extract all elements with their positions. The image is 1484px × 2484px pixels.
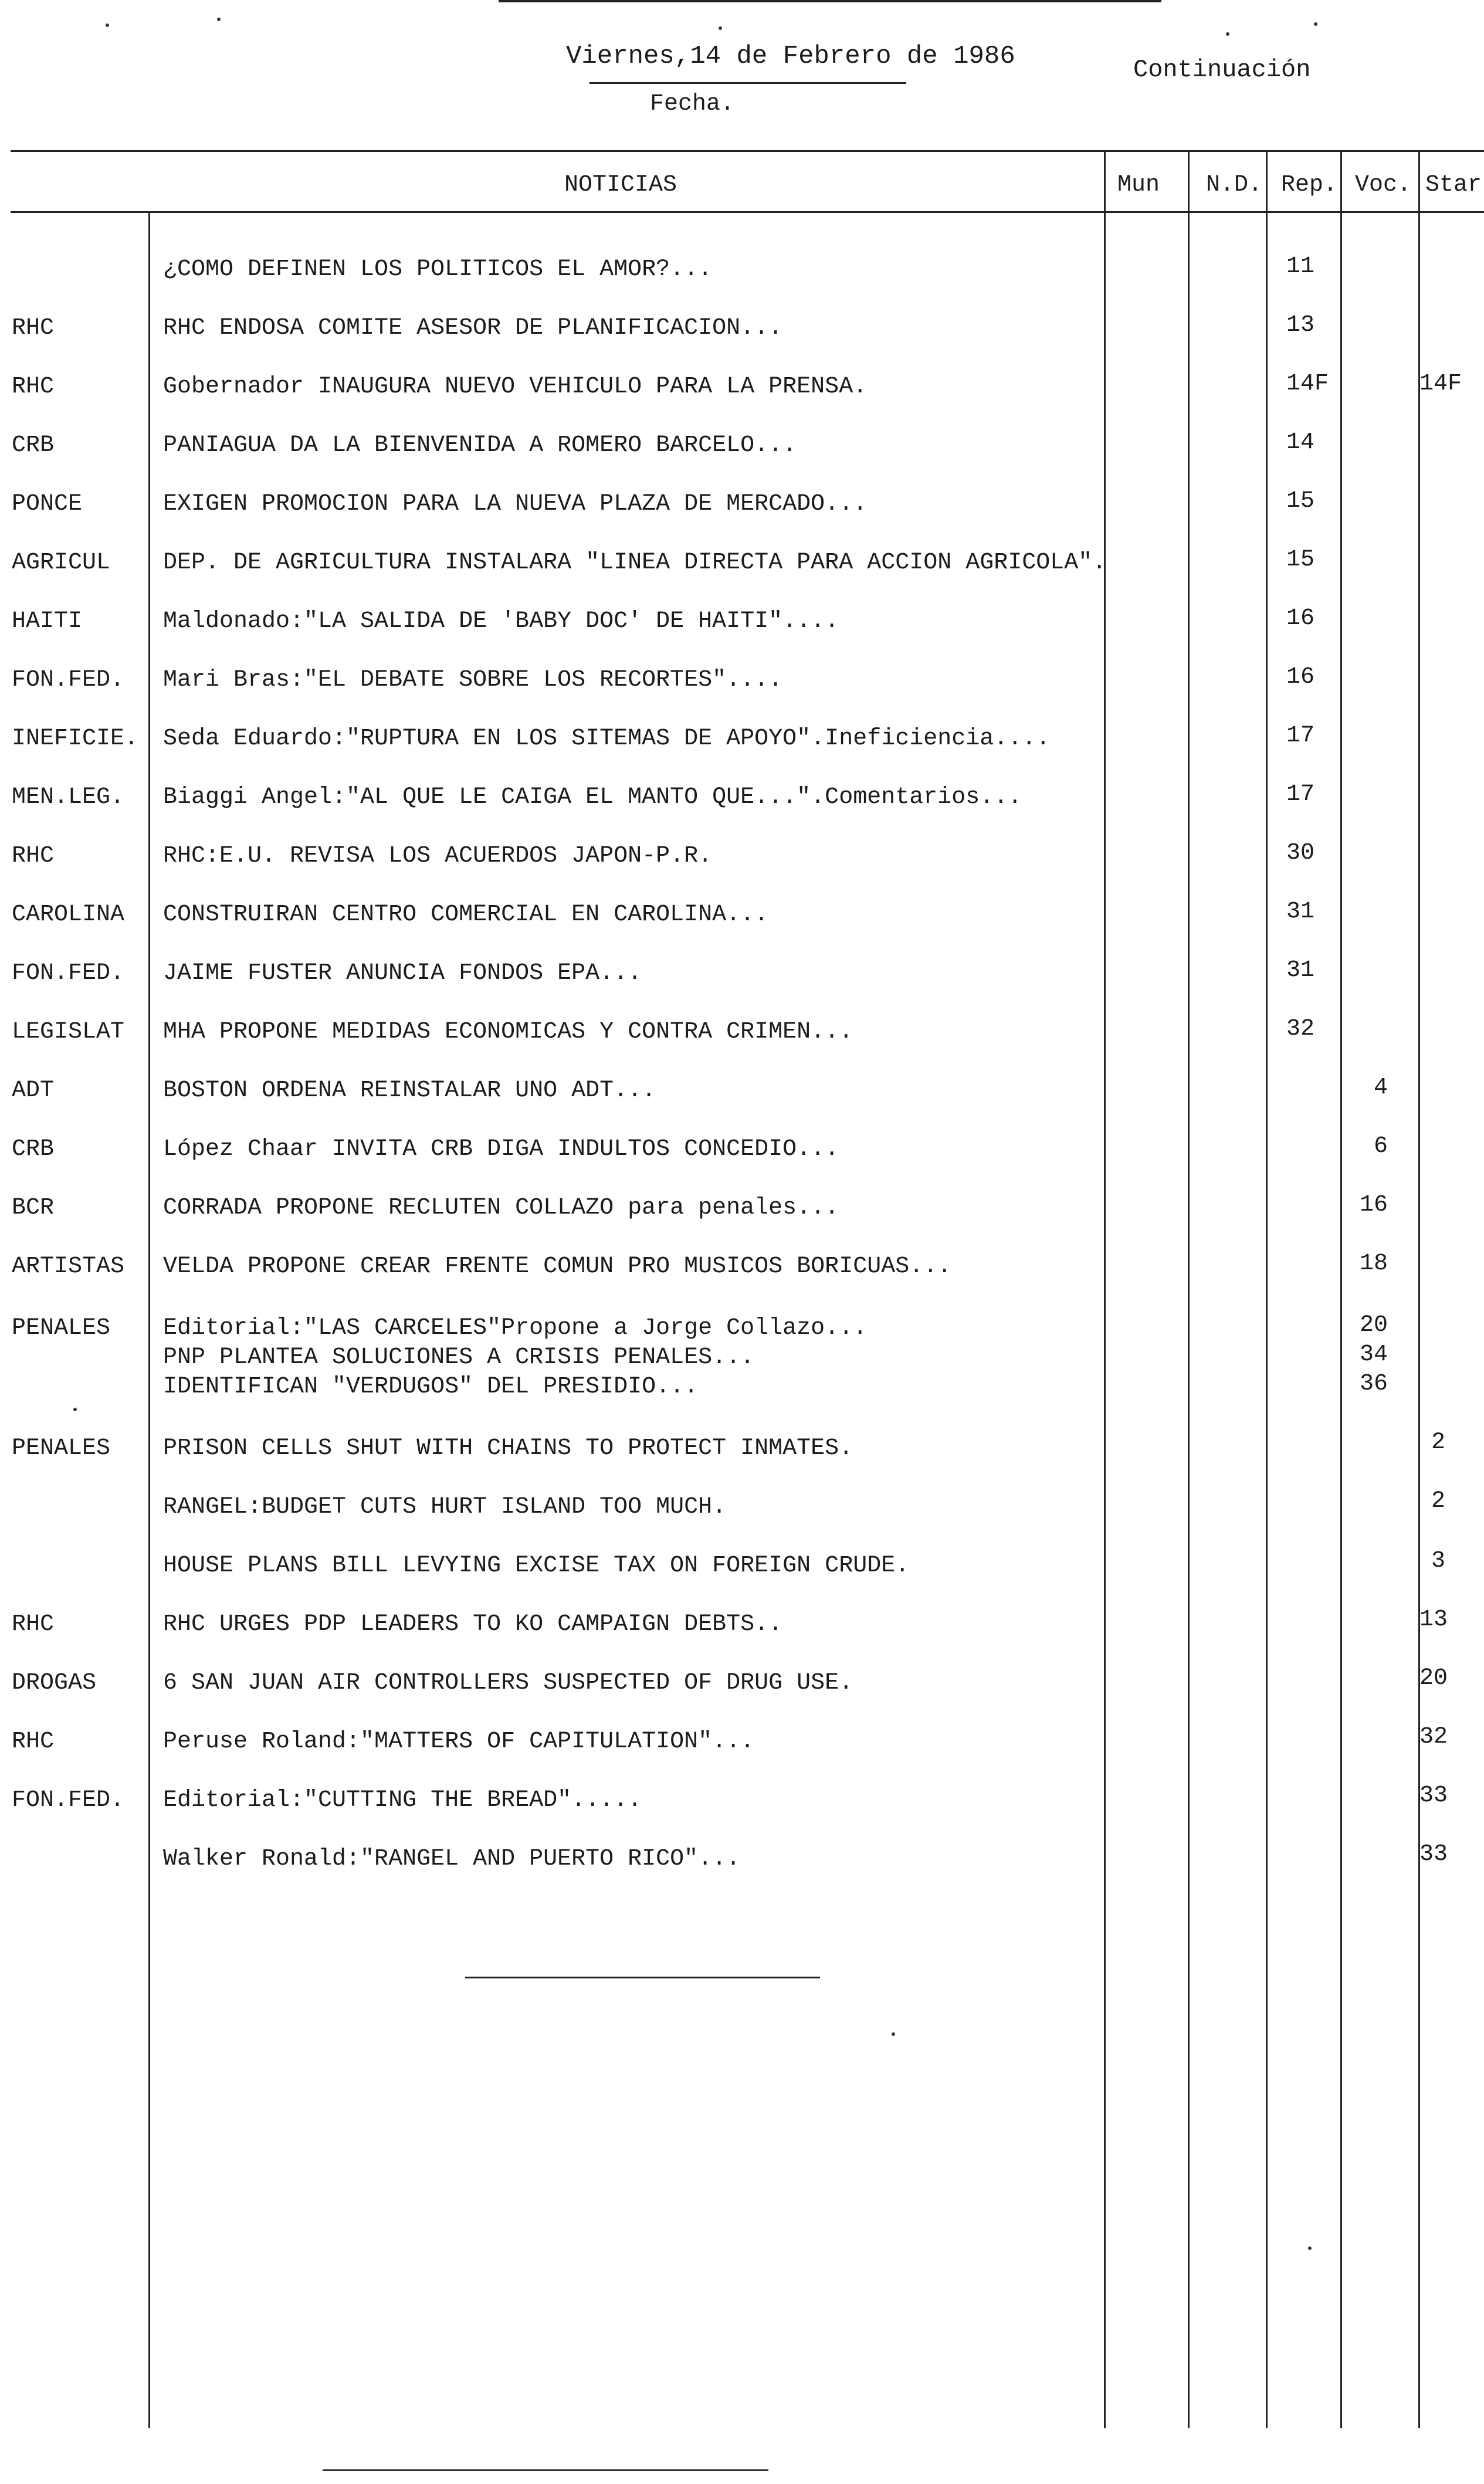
row-rep-page: 32	[1286, 1016, 1315, 1042]
row-section: CAROLINA	[12, 902, 125, 928]
row-section: CRB	[12, 1136, 55, 1163]
row-headline: IDENTIFICAN "VERDUGOS" DEL PRESIDIO...	[163, 1374, 699, 1400]
row-rep-page: 15	[1286, 547, 1315, 573]
row-star-page: 2	[1431, 1488, 1446, 1514]
row-rep-page: 16	[1286, 605, 1315, 632]
row-headline: ¿COMO DEFINEN LOS POLITICOS EL AMOR?...	[163, 256, 713, 283]
row-headline: Editorial:"CUTTING THE BREAD".....	[163, 1787, 642, 1814]
row-rep-page: 17	[1286, 781, 1315, 808]
row-section: PENALES	[12, 1315, 111, 1341]
scan-speck	[892, 2032, 895, 2036]
row-headline: Editorial:"LAS CARCELES"Propone a Jorge Collazo...	[163, 1315, 868, 1341]
mun-column-divider	[1104, 150, 1106, 2428]
row-headline: Seda Eduardo:"RUPTURA EN LOS SITEMAS DE APOYO".Ineficiencia....	[163, 726, 1051, 752]
scan-speck	[73, 1408, 77, 1411]
scan-speck	[1308, 2246, 1312, 2250]
row-section: PENALES	[12, 1435, 111, 1462]
scan-speck	[106, 23, 109, 27]
end-of-list-rule	[465, 1977, 820, 1978]
scan-speck	[1226, 32, 1229, 36]
date-caption: Fecha.	[650, 91, 735, 117]
voc-column-divider	[1340, 150, 1342, 2428]
table-header-rule	[11, 211, 1484, 213]
row-section: BCR	[12, 1195, 55, 1221]
row-headline: 6 SAN JUAN AIR CONTROLLERS SUSPECTED OF DRUG USE.	[163, 1670, 853, 1696]
row-section: RHC	[12, 1729, 55, 1755]
row-headline: PNP PLANTEA SOLUCIONES A CRISIS PENALES...	[163, 1344, 755, 1371]
row-section: FON.FED.	[12, 1787, 125, 1814]
row-voc-page: 36	[1360, 1371, 1388, 1397]
column-header-nd: N.D.	[1206, 172, 1263, 198]
row-section: RHC	[12, 315, 55, 341]
row-star-page: 33	[1419, 1841, 1448, 1868]
row-star-page: 33	[1419, 1782, 1448, 1809]
row-section: MEN.LEG.	[12, 784, 125, 811]
row-headline: RHC URGES PDP LEADERS TO KO CAMPAIGN DEBTS..	[163, 1611, 783, 1638]
row-star-page: 14F	[1419, 371, 1462, 397]
row-voc-page: 4	[1374, 1075, 1388, 1101]
row-headline: EXIGEN PROMOCION PARA LA NUEVA PLAZA DE MERCADO...	[163, 491, 868, 517]
row-headline: JAIME FUSTER ANUNCIA FONDOS EPA...	[163, 960, 642, 987]
continuation-label: Continuación	[1133, 56, 1311, 84]
row-rep-page: 14F	[1286, 371, 1329, 397]
scan-speck	[217, 18, 221, 21]
row-section: ADT	[12, 1077, 55, 1104]
row-headline: Walker Ronald:"RANGEL AND PUERTO RICO"...	[163, 1846, 741, 1872]
row-section: LEGISLAT	[12, 1019, 125, 1045]
row-headline: PRISON CELLS SHUT WITH CHAINS TO PROTECT INMATES.	[163, 1435, 853, 1462]
row-rep-page: 14	[1286, 429, 1315, 456]
column-header-star: Star	[1425, 172, 1482, 198]
row-star-page: 20	[1419, 1665, 1448, 1692]
row-headline: MHA PROPONE MEDIDAS ECONOMICAS Y CONTRA CRIMEN...	[163, 1019, 853, 1045]
row-voc-page: 20	[1360, 1312, 1388, 1338]
row-section: RHC	[12, 374, 55, 400]
row-headline: RHC:E.U. REVISA LOS ACUERDOS JAPON-P.R.	[163, 843, 713, 869]
row-headline: CONSTRUIRAN CENTRO COMERCIAL EN CAROLINA...	[163, 902, 769, 928]
table-top-rule	[11, 150, 1484, 152]
row-voc-page: 18	[1360, 1251, 1388, 1277]
row-headline: DEP. DE AGRICULTURA INSTALARA "LINEA DIRECTA PARA ACCION AGRICOLA".	[163, 550, 1107, 576]
rep-column-divider	[1266, 150, 1268, 2428]
row-headline: HOUSE PLANS BILL LEVYING EXCISE TAX ON FOREIGN CRUDE.	[163, 1553, 910, 1579]
row-voc-page: 6	[1374, 1133, 1388, 1160]
row-rep-page: 31	[1286, 899, 1315, 925]
row-star-page: 2	[1431, 1429, 1446, 1456]
row-rep-page: 16	[1286, 664, 1315, 690]
row-headline: RANGEL:BUDGET CUTS HURT ISLAND TOO MUCH.	[163, 1494, 727, 1520]
nd-column-divider	[1188, 150, 1190, 2428]
row-headline: CORRADA PROPONE RECLUTEN COLLAZO para penales...	[163, 1195, 839, 1221]
bottom-edge-line	[323, 2469, 768, 2471]
row-rep-page: 17	[1286, 723, 1315, 749]
row-headline: Peruse Roland:"MATTERS OF CAPITULATION"...	[163, 1729, 755, 1755]
top-edge-line	[499, 0, 1161, 2]
row-headline: López Chaar INVITA CRB DIGA INDULTOS CONCEDIO...	[163, 1136, 839, 1163]
row-rep-page: 31	[1286, 957, 1315, 984]
section-column-divider	[148, 211, 150, 2428]
row-star-page: 13	[1419, 1607, 1448, 1633]
row-section: ARTISTAS	[12, 1253, 125, 1280]
scan-speck	[1314, 22, 1317, 26]
row-section: FON.FED.	[12, 960, 125, 987]
date-value: Viernes,14 de Febrero de 1986	[566, 42, 1015, 71]
row-headline: BOSTON ORDENA REINSTALAR UNO ADT...	[163, 1077, 656, 1104]
row-star-page: 32	[1419, 1724, 1448, 1750]
column-header-mun: Mun	[1117, 172, 1160, 198]
column-header-noticias: NOTICIAS	[564, 172, 677, 198]
row-section: FON.FED.	[12, 667, 125, 693]
row-headline: Mari Bras:"EL DEBATE SOBRE LOS RECORTES"....	[163, 667, 783, 693]
date-underline	[589, 82, 906, 84]
row-section: PONCE	[12, 491, 83, 517]
row-section: INEFICIE.	[12, 726, 139, 752]
row-section: CRB	[12, 432, 55, 459]
row-section: DROGAS	[12, 1670, 97, 1696]
row-rep-page: 11	[1286, 253, 1315, 280]
star-column-divider	[1418, 150, 1420, 2428]
row-rep-page: 30	[1286, 840, 1315, 866]
row-rep-page: 15	[1286, 488, 1315, 514]
row-headline: VELDA PROPONE CREAR FRENTE COMUN PRO MUSICOS BORICUAS...	[163, 1253, 952, 1280]
scan-speck	[719, 26, 722, 30]
row-section: HAITI	[12, 608, 83, 635]
column-header-voc: Voc.	[1355, 172, 1412, 198]
row-star-page: 3	[1431, 1548, 1446, 1574]
row-voc-page: 16	[1360, 1192, 1388, 1218]
row-rep-page: 13	[1286, 312, 1315, 338]
row-headline: Gobernador INAUGURA NUEVO VEHICULO PARA LA PRENSA.	[163, 374, 868, 400]
row-section: AGRICUL	[12, 550, 111, 576]
row-headline: Maldonado:"LA SALIDA DE 'BABY DOC' DE HAITI"....	[163, 608, 839, 635]
row-section: RHC	[12, 843, 55, 869]
row-headline: Biaggi Angel:"AL QUE LE CAIGA EL MANTO QUE...".Comentarios...	[163, 784, 1022, 811]
column-header-rep: Rep.	[1281, 172, 1338, 198]
row-voc-page: 34	[1360, 1341, 1388, 1368]
row-headline: RHC ENDOSA COMITE ASESOR DE PLANIFICACION...	[163, 315, 783, 341]
row-section: RHC	[12, 1611, 55, 1638]
row-headline: PANIAGUA DA LA BIENVENIDA A ROMERO BARCELO...	[163, 432, 797, 459]
